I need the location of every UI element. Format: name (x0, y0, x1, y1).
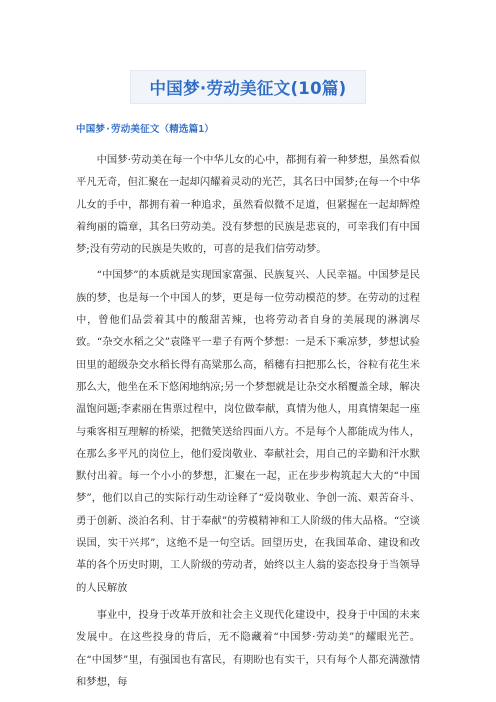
title-banner (130, 70, 366, 104)
paragraph-3: 事业中，投身于改革开放和社会主义现代化建设中，投身于中国的未来发展中。在这些投身的背后，无不隐藏着“中国梦·劳动美”的耀眼光芒。在“中国梦”里，有强国也有富民，有期盼也有实干，只有每个人都充满激情和梦想，每 (76, 608, 420, 688)
paragraph-1: 中国梦·劳动美在每一个中华儿女的心中，都拥有着一种梦想，虽然看似平凡无奇，但汇聚在一起却闪耀着灵动的光芒，其名曰中国梦;在每一个中华儿女的手中，都拥有着一种追求，虽然看似微不足道，但紧握在一起却辉煌着绚丽的篇章，其名曰劳动美。没有梦想的民族是悲哀的，可幸我们有中国梦;没有劳动的民族是失败的，可喜的是我们信劳动梦。 (76, 154, 420, 256)
paragraph-2: “中国梦”的本质就是实现国家富强、民族复兴、人民幸福。中国梦是民族的梦，也是每一个中国人的梦，更是每一位劳动模范的梦。在劳动的过程中，曾他们品尝着其中的酸甜苦辣，也将劳动者自身的美展现的淋漓尽致。“杂交水稻之父”袁隆平一辈子有两个梦想：一是禾下乘凉梦，梦想试验田里的超级杂交水稻长得有高粱那么高，稻穗有扫把那么长，谷粒有花生米那么大，他坐在禾下悠闲地纳凉;另一个梦想就是让杂交水稻覆盖全球，解决温饱问题;李素丽在售票过程中，岗位做奉献，真情为他人，用真情架起一座与乘客相互理解的桥梁，把微笑送给四面八方。不是每个人都能成为伟人，在那么多平凡的岗位上，他们爱岗敬业、奉献社会，用自己的辛勤和汗水默默付出着。每一个小小的梦想，汇聚在一起，正在步步构筑起大大的“中国梦”，他们以自己的实际行动生动诠释了“爱岗敬业、争创一流、艰苦奋斗、勇于创新、淡泊名利、甘于奉献”的劳模精神和工人阶级的伟大品格。“空谈误国，实干兴邦”，这绝不是一句空话。回望历史，在我国革命、建设和改革的各个历史时期，工人阶级的劳动者，始终以主人翁的姿态投身于当领导的人民解放 (76, 269, 420, 594)
section-heading: 中国梦·劳动美征文（精选篇1） (76, 124, 214, 135)
document-title: 中国梦·劳动美征文(10篇) (149, 79, 347, 98)
